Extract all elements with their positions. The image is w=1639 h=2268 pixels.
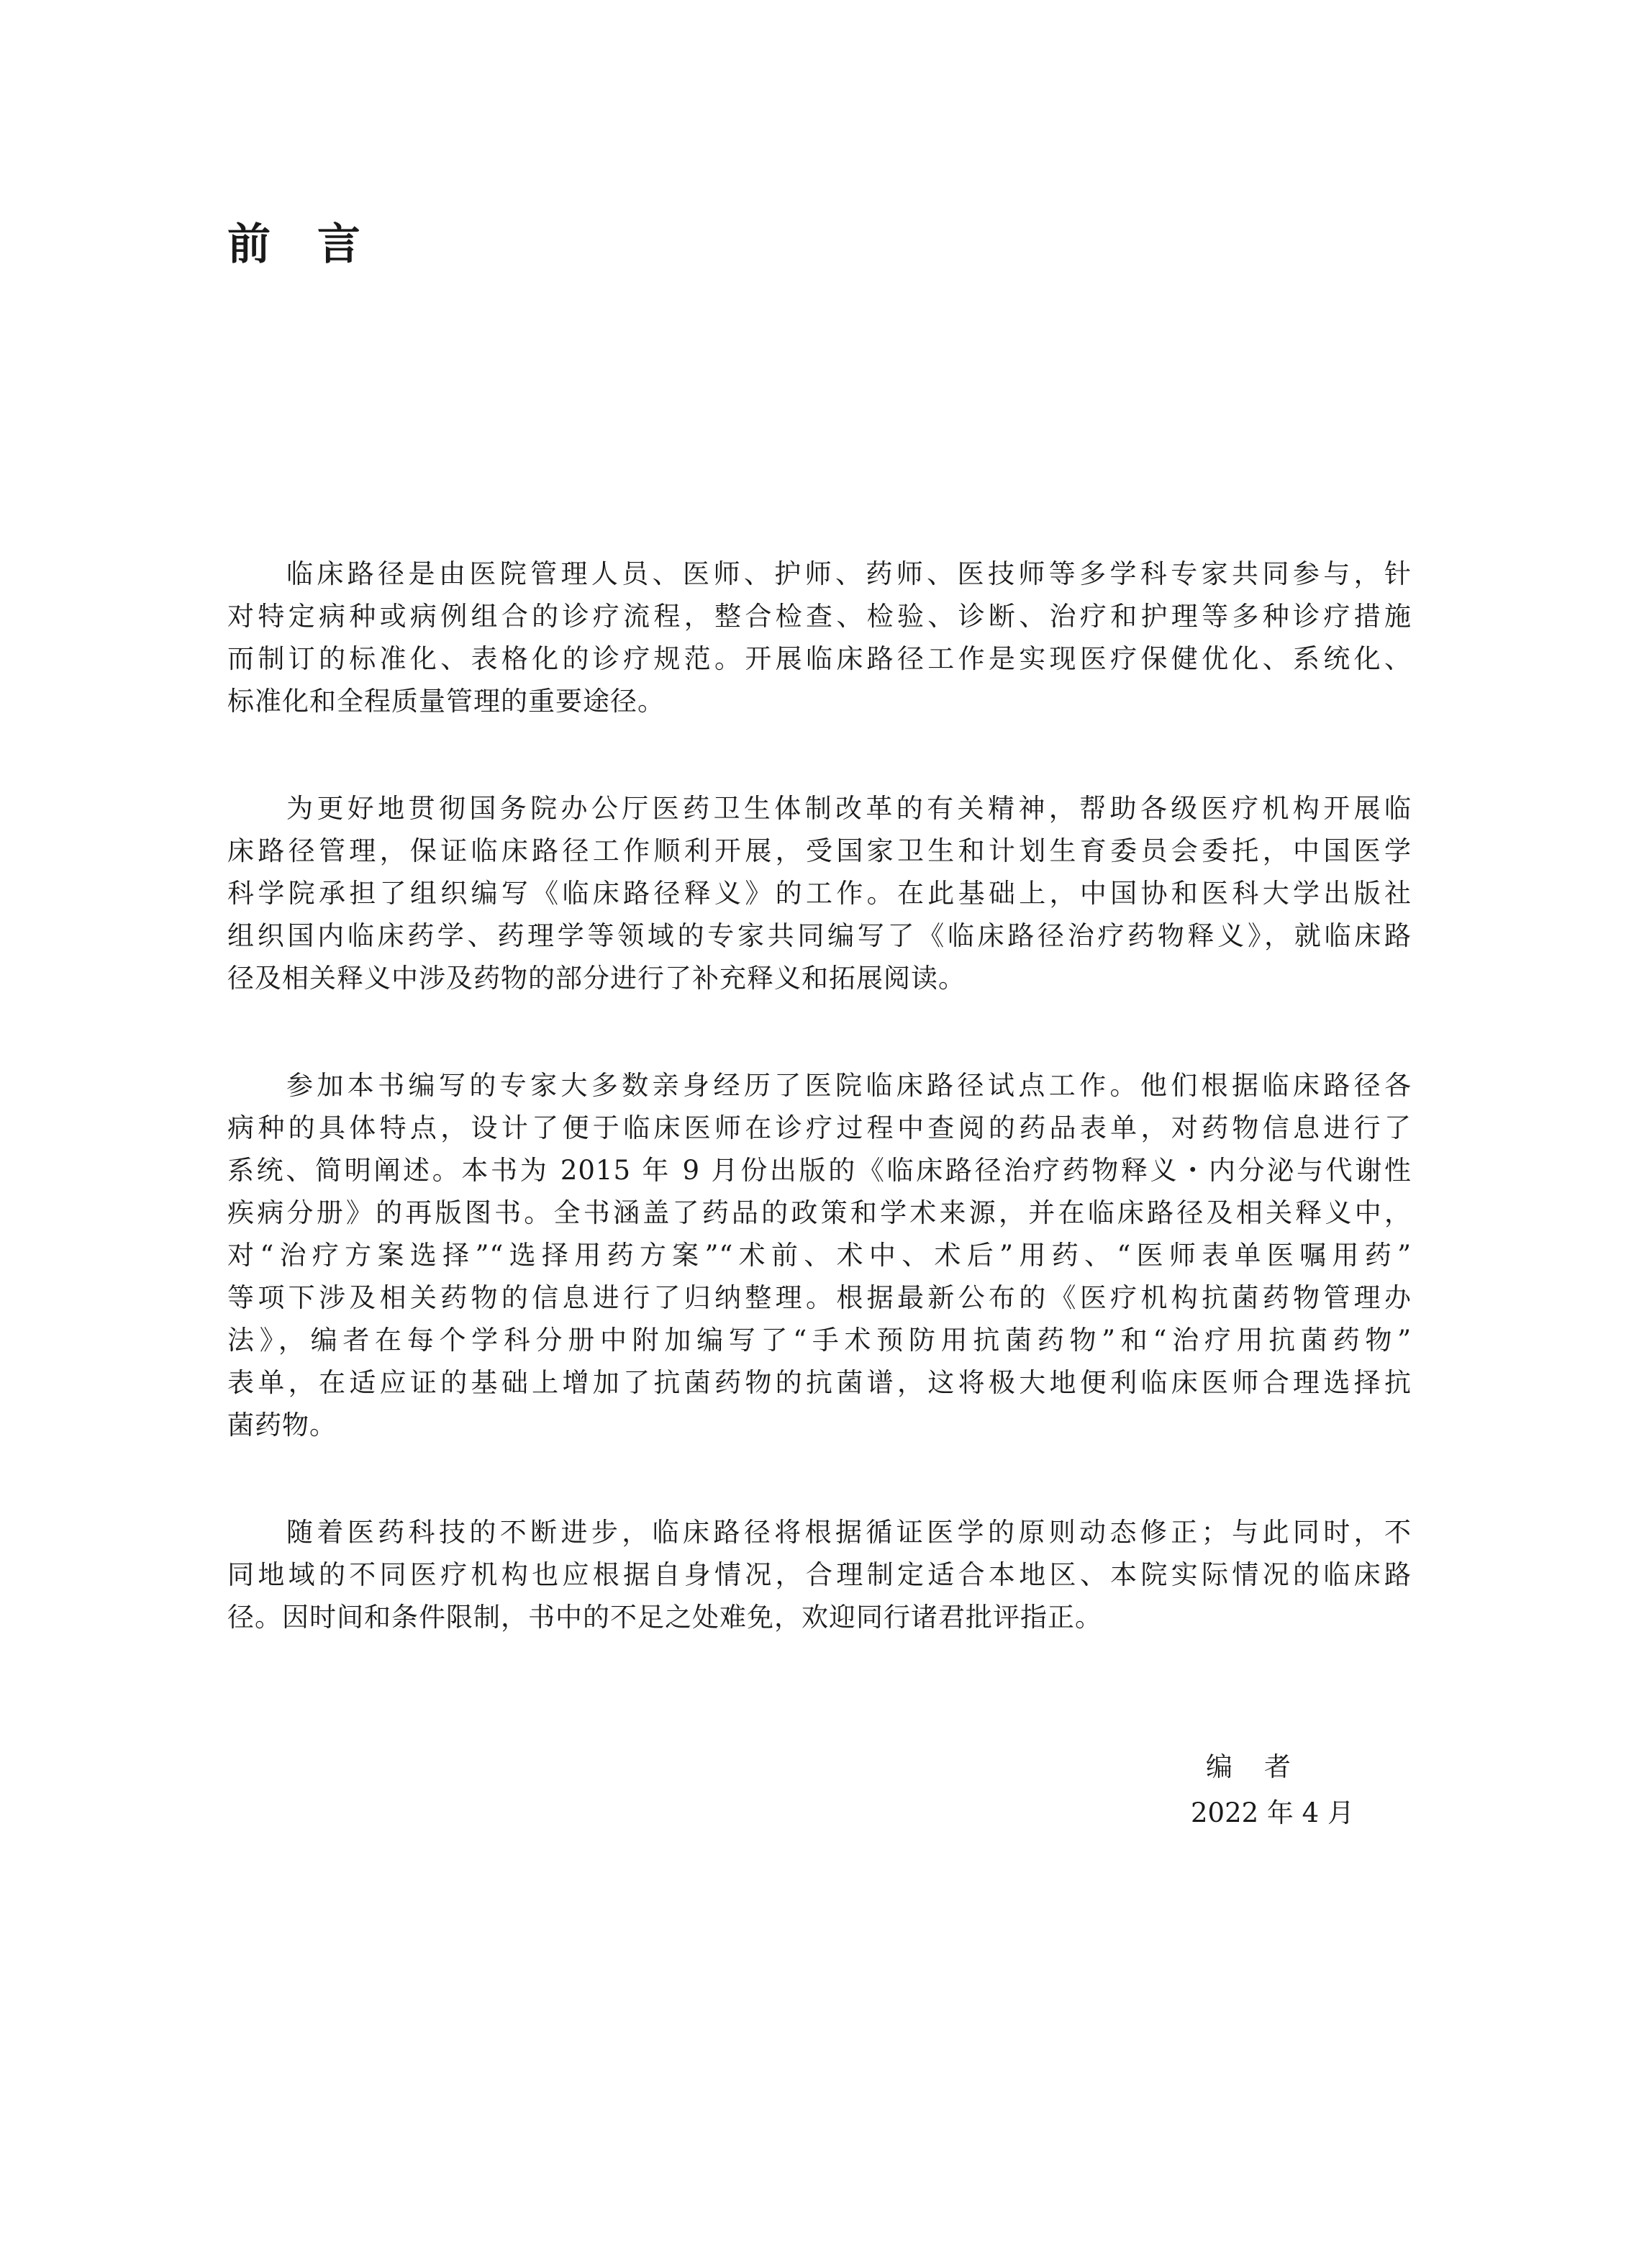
- paragraph-line: 床路径管理，保证临床路径工作顺利开展，受国家卫生和计划生育委员会委托，中国医学: [227, 835, 1412, 866]
- paragraph-line: 对特定病种或病例组合的诊疗流程，整合检查、检验、诊断、治疗和护理等多种诊疗措施: [227, 601, 1412, 632]
- paragraph-line: 径。因时间和条件限制，书中的不足之处难免，欢迎同行诸君批评指正。: [227, 1602, 1102, 1633]
- paragraph-line: 等项下涉及相关药物的信息进行了归纳整理。根据最新公布的《医疗机构抗菌药物管理办: [227, 1282, 1412, 1313]
- paragraph-line: 科学院承担了组织编写《临床路径释义》的工作。在此基础上，中国协和医科大学出版社: [227, 878, 1412, 909]
- page-title: 前 言: [227, 219, 376, 270]
- paragraph-line: 病种的具体特点，设计了便于临床医师在诊疗过程中查阅的药品表单，对药物信息进行了: [227, 1112, 1412, 1143]
- paragraph-line: 疾病分册》的再版图书。全书涵盖了药品的政策和学术来源，并在临床路径及相关释义中，: [227, 1197, 1412, 1228]
- paragraph-line: 而制订的标准化、表格化的诊疗规范。开展临床路径工作是实现医疗保健优化、系统化、: [227, 643, 1412, 674]
- paragraph-3: [227, 1064, 1412, 1446]
- paragraph-line: 表单，在适应证的基础上增加了抗菌药物的抗菌谱，这将极大地便利临床医师合理选择抗: [227, 1367, 1412, 1398]
- paragraph-2: [227, 787, 1412, 999]
- signature-date: 2022 年 4 月: [1191, 1797, 1354, 1828]
- paragraph-4: [227, 1511, 1412, 1638]
- signature-block: [1122, 1744, 1354, 1836]
- paragraph-line: 组织国内临床药学、药理学等领域的专家共同编写了《临床路径治疗药物释义》，就临床路: [227, 920, 1412, 951]
- paragraph-line: 临床路径是由医院管理人员、医师、护师、药师、医技师等多学科专家共同参与，针: [286, 558, 1412, 589]
- paragraph-1: [227, 553, 1412, 722]
- paragraph-line: 法》，编者在每个学科分册中附加编写了“手术预防用抗菌药物”和“治疗用抗菌药物”: [227, 1325, 1412, 1356]
- paragraph-line: 对“治疗方案选择”“选择用药方案”“术前、术中、术后”用药、“医师表单医嘱用药”: [227, 1240, 1412, 1271]
- paragraph-line: 系统、简明阐述。本书为 2015 年 9 月份出版的《临床路径治疗药物释义・内分泌与代谢性: [227, 1155, 1412, 1186]
- paragraph-line: 参加本书编写的专家大多数亲身经历了医院临床路径试点工作。他们根据临床路径各: [286, 1070, 1412, 1101]
- paragraph-line: 随着医药科技的不断进步，临床路径将根据循证医学的原则动态修正；与此同时，不: [286, 1517, 1412, 1548]
- paragraph-line: 菌药物。: [227, 1410, 337, 1441]
- paragraph-line: 为更好地贯彻国务院办公厅医药卫生体制改革的有关精神，帮助各级医疗机构开展临: [286, 793, 1412, 824]
- paragraph-line: 同地域的不同医疗机构也应根据自身情况，合理制定适合本地区、本院实际情况的临床路: [227, 1559, 1412, 1590]
- paragraph-line: 径及相关释义中涉及药物的部分进行了补充释义和拓展阅读。: [227, 963, 966, 994]
- preface-body: [227, 553, 1412, 1703]
- author-signature: 编者: [1206, 1751, 1322, 1782]
- paragraph-line: 标准化和全程质量管理的重要途径。: [227, 686, 665, 717]
